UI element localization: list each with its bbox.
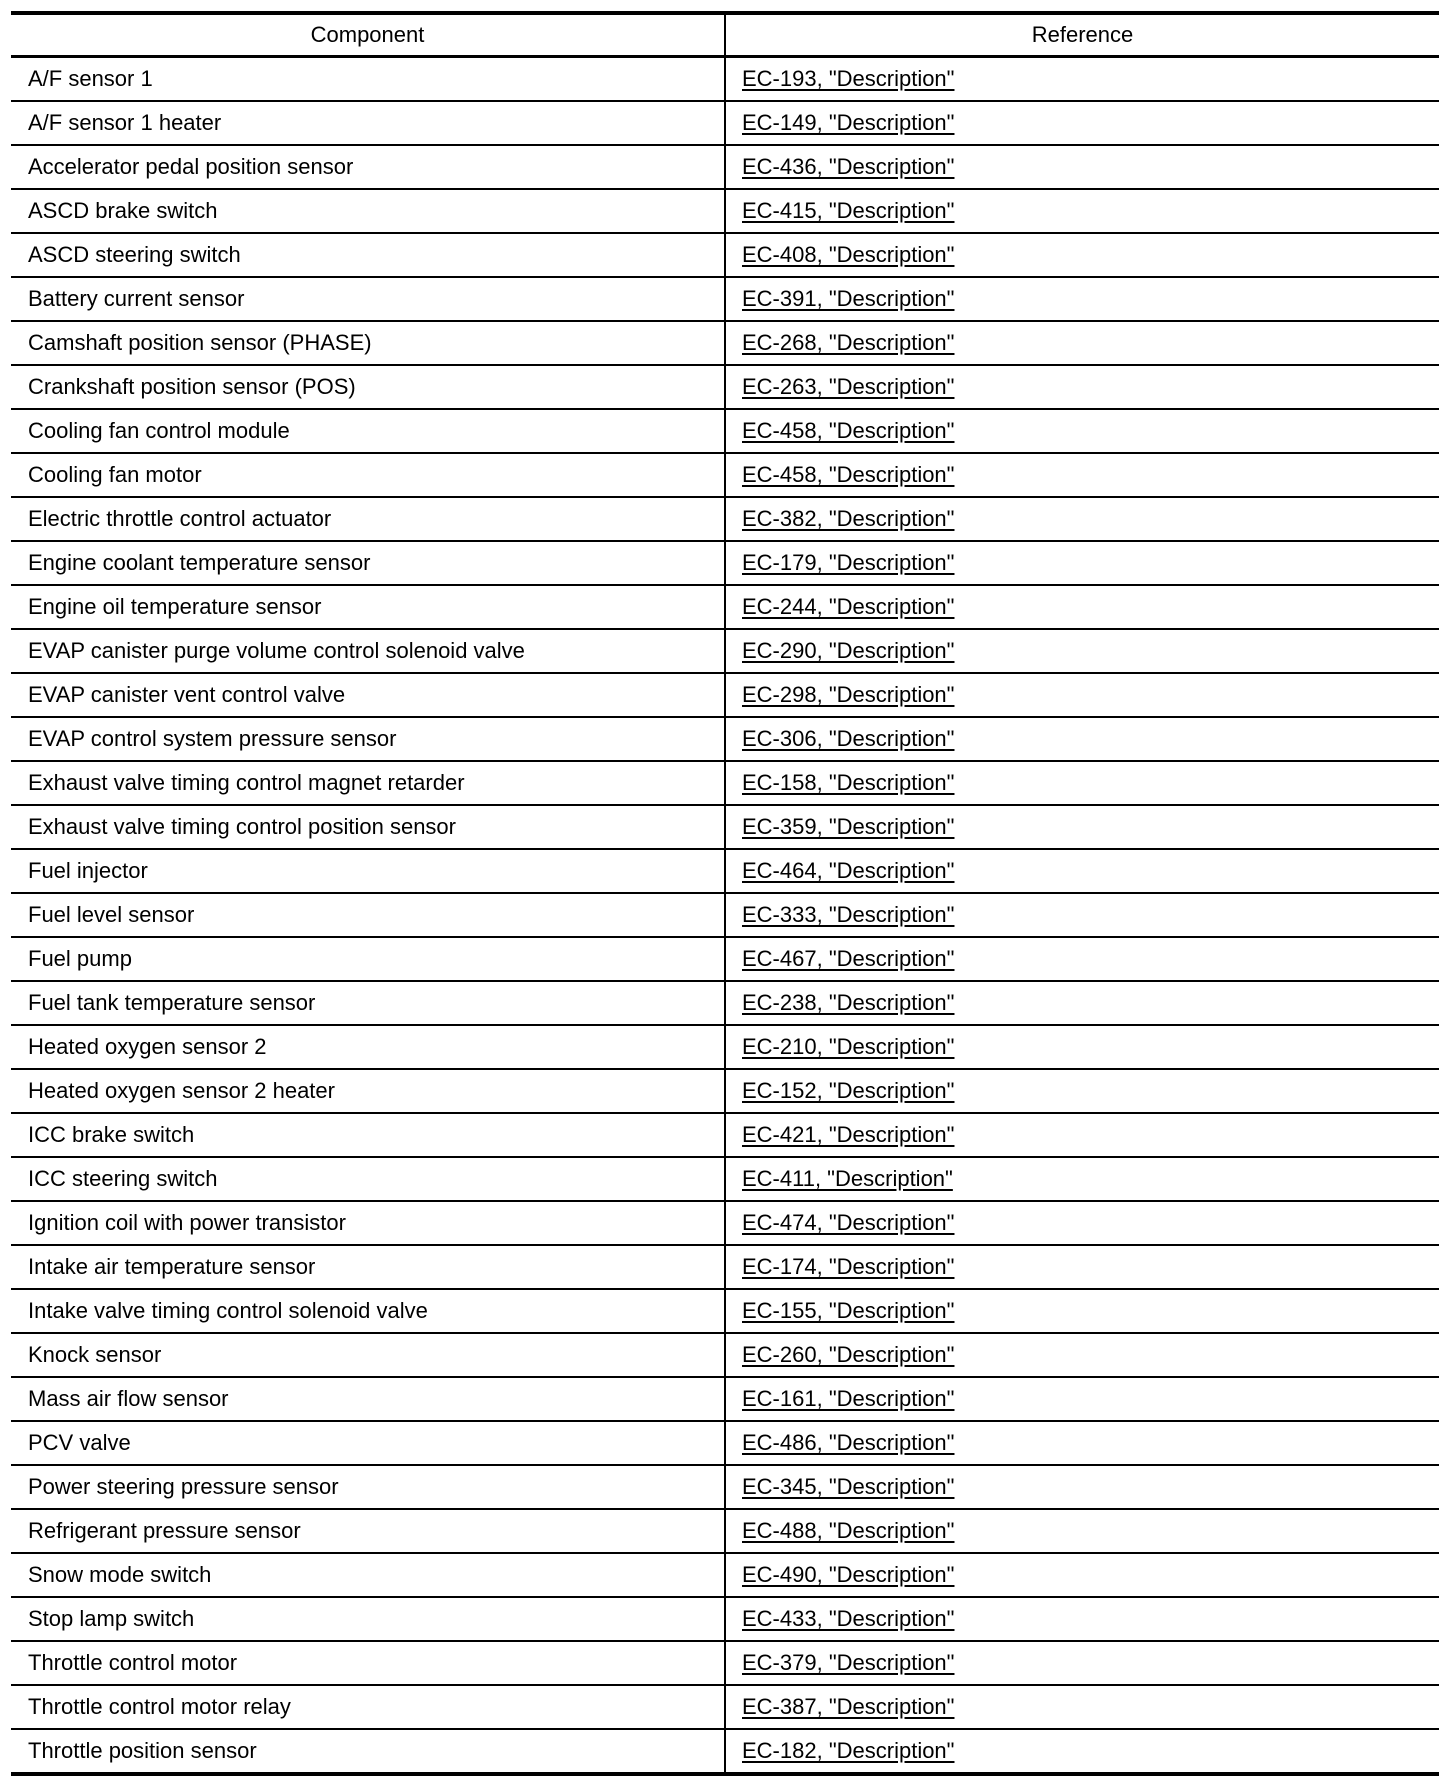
component-cell: Mass air flow sensor bbox=[11, 1377, 725, 1421]
reference-cell bbox=[725, 57, 1439, 102]
table-row bbox=[11, 1597, 1439, 1641]
reference-link[interactable]: EC-490, "Description" bbox=[742, 1562, 955, 1587]
reference-link[interactable]: EC-155, "Description" bbox=[742, 1298, 955, 1323]
reference-link[interactable]: EC-298, "Description" bbox=[742, 682, 955, 707]
component-cell: Snow mode switch bbox=[11, 1553, 725, 1597]
component-cell: Power steering pressure sensor bbox=[11, 1465, 725, 1509]
component-cell: Refrigerant pressure sensor bbox=[11, 1509, 725, 1553]
reference-link[interactable]: EC-333, "Description" bbox=[742, 902, 955, 927]
reference-link[interactable]: EC-161, "Description" bbox=[742, 1386, 955, 1411]
component-cell: ICC steering switch bbox=[11, 1157, 725, 1201]
reference-cell bbox=[725, 849, 1439, 893]
reference-link[interactable]: EC-436, "Description" bbox=[742, 154, 955, 179]
reference-cell bbox=[725, 497, 1439, 541]
reference-link[interactable]: EC-152, "Description" bbox=[742, 1078, 955, 1103]
component-cell: Cooling fan control module bbox=[11, 409, 725, 453]
reference-link[interactable]: EC-290, "Description" bbox=[742, 638, 955, 663]
component-cell: EVAP canister purge volume control solenoid valve bbox=[11, 629, 725, 673]
component-cell: Battery current sensor bbox=[11, 277, 725, 321]
component-cell: Fuel level sensor bbox=[11, 893, 725, 937]
reference-cell bbox=[725, 1597, 1439, 1641]
reference-link[interactable]: EC-433, "Description" bbox=[742, 1606, 955, 1631]
reference-cell bbox=[725, 585, 1439, 629]
reference-cell bbox=[725, 1729, 1439, 1774]
table-row bbox=[11, 321, 1439, 365]
reference-link[interactable]: EC-488, "Description" bbox=[742, 1518, 955, 1543]
reference-link[interactable]: EC-359, "Description" bbox=[742, 814, 955, 839]
reference-cell bbox=[725, 1509, 1439, 1553]
reference-cell bbox=[725, 1641, 1439, 1685]
component-cell: Fuel injector bbox=[11, 849, 725, 893]
table-row bbox=[11, 1025, 1439, 1069]
reference-cell bbox=[725, 1289, 1439, 1333]
reference-cell bbox=[725, 673, 1439, 717]
reference-cell bbox=[725, 1069, 1439, 1113]
table-row bbox=[11, 145, 1439, 189]
reference-link[interactable]: EC-158, "Description" bbox=[742, 770, 955, 795]
reference-cell bbox=[725, 189, 1439, 233]
component-cell: Throttle position sensor bbox=[11, 1729, 725, 1774]
component-cell: Exhaust valve timing control magnet retarder bbox=[11, 761, 725, 805]
column-header-component: Component bbox=[11, 13, 725, 57]
reference-link[interactable]: EC-306, "Description" bbox=[742, 726, 955, 751]
reference-cell bbox=[725, 1421, 1439, 1465]
table-row bbox=[11, 233, 1439, 277]
component-cell: Knock sensor bbox=[11, 1333, 725, 1377]
component-cell: Heated oxygen sensor 2 bbox=[11, 1025, 725, 1069]
component-cell: Engine coolant temperature sensor bbox=[11, 541, 725, 585]
component-cell: A/F sensor 1 bbox=[11, 57, 725, 102]
component-cell: EVAP canister vent control valve bbox=[11, 673, 725, 717]
table-row bbox=[11, 409, 1439, 453]
table-header-row bbox=[11, 13, 1439, 57]
reference-link[interactable]: EC-458, "Description" bbox=[742, 418, 955, 443]
table-row bbox=[11, 1685, 1439, 1729]
reference-link[interactable]: EC-379, "Description" bbox=[742, 1650, 955, 1675]
reference-cell bbox=[725, 145, 1439, 189]
component-cell: ASCD brake switch bbox=[11, 189, 725, 233]
reference-link[interactable]: EC-268, "Description" bbox=[742, 330, 955, 355]
table-row bbox=[11, 1245, 1439, 1289]
table-row bbox=[11, 937, 1439, 981]
table-row bbox=[11, 57, 1439, 102]
component-cell: Fuel tank temperature sensor bbox=[11, 981, 725, 1025]
table-row bbox=[11, 189, 1439, 233]
reference-cell bbox=[725, 409, 1439, 453]
table-row bbox=[11, 1201, 1439, 1245]
table-row bbox=[11, 893, 1439, 937]
reference-cell bbox=[725, 321, 1439, 365]
reference-link[interactable]: EC-421, "Description" bbox=[742, 1122, 955, 1147]
reference-cell bbox=[725, 717, 1439, 761]
reference-link[interactable]: EC-182, "Description" bbox=[742, 1738, 955, 1763]
reference-cell bbox=[725, 1245, 1439, 1289]
reference-cell bbox=[725, 937, 1439, 981]
reference-link[interactable]: EC-411, "Description" bbox=[742, 1166, 953, 1191]
reference-link[interactable]: EC-244, "Description" bbox=[742, 594, 955, 619]
reference-cell bbox=[725, 233, 1439, 277]
component-cell: EVAP control system pressure sensor bbox=[11, 717, 725, 761]
reference-link[interactable]: EC-464, "Description" bbox=[742, 858, 955, 883]
reference-cell bbox=[725, 1113, 1439, 1157]
reference-cell bbox=[725, 629, 1439, 673]
table-row bbox=[11, 497, 1439, 541]
table-row bbox=[11, 277, 1439, 321]
component-cell: Camshaft position sensor (PHASE) bbox=[11, 321, 725, 365]
component-cell: Throttle control motor bbox=[11, 1641, 725, 1685]
reference-cell bbox=[725, 1685, 1439, 1729]
table-row bbox=[11, 1553, 1439, 1597]
reference-link[interactable]: EC-260, "Description" bbox=[742, 1342, 955, 1367]
reference-cell bbox=[725, 1157, 1439, 1201]
reference-link[interactable]: EC-210, "Description" bbox=[742, 1034, 955, 1059]
reference-link[interactable]: EC-415, "Description" bbox=[742, 198, 955, 223]
component-cell: Stop lamp switch bbox=[11, 1597, 725, 1641]
component-cell: Heated oxygen sensor 2 heater bbox=[11, 1069, 725, 1113]
table-row bbox=[11, 717, 1439, 761]
component-cell: Electric throttle control actuator bbox=[11, 497, 725, 541]
component-cell: Fuel pump bbox=[11, 937, 725, 981]
reference-cell bbox=[725, 1377, 1439, 1421]
reference-cell bbox=[725, 277, 1439, 321]
reference-link[interactable]: EC-474, "Description" bbox=[742, 1210, 955, 1235]
table-row bbox=[11, 1421, 1439, 1465]
component-cell: PCV valve bbox=[11, 1421, 725, 1465]
reference-link[interactable]: EC-174, "Description" bbox=[742, 1254, 955, 1279]
reference-cell bbox=[725, 1333, 1439, 1377]
component-cell: ICC brake switch bbox=[11, 1113, 725, 1157]
reference-link[interactable]: EC-263, "Description" bbox=[742, 374, 955, 399]
reference-link[interactable]: EC-149, "Description" bbox=[742, 110, 955, 135]
reference-cell bbox=[725, 893, 1439, 937]
reference-cell bbox=[725, 101, 1439, 145]
table-row bbox=[11, 541, 1439, 585]
table-row bbox=[11, 101, 1439, 145]
component-cell: Crankshaft position sensor (POS) bbox=[11, 365, 725, 409]
table-row bbox=[11, 1289, 1439, 1333]
component-cell: Accelerator pedal position sensor bbox=[11, 145, 725, 189]
reference-link[interactable]: EC-345, "Description" bbox=[742, 1474, 955, 1499]
table-row bbox=[11, 1377, 1439, 1421]
table-row bbox=[11, 1069, 1439, 1113]
reference-cell bbox=[725, 1553, 1439, 1597]
table-row bbox=[11, 1333, 1439, 1377]
reference-link[interactable]: EC-408, "Description" bbox=[742, 242, 955, 267]
reference-cell bbox=[725, 1025, 1439, 1069]
reference-cell bbox=[725, 805, 1439, 849]
table-row bbox=[11, 1509, 1439, 1553]
table-row bbox=[11, 805, 1439, 849]
component-cell: Throttle control motor relay bbox=[11, 1685, 725, 1729]
reference-cell bbox=[725, 365, 1439, 409]
table-row bbox=[11, 1641, 1439, 1685]
reference-link[interactable]: EC-238, "Description" bbox=[742, 990, 955, 1015]
reference-cell bbox=[725, 761, 1439, 805]
component-cell: Cooling fan motor bbox=[11, 453, 725, 497]
column-header-reference: Reference bbox=[725, 13, 1439, 57]
table-row bbox=[11, 1113, 1439, 1157]
component-cell: Intake air temperature sensor bbox=[11, 1245, 725, 1289]
table-row bbox=[11, 761, 1439, 805]
reference-cell bbox=[725, 541, 1439, 585]
reference-cell bbox=[725, 1201, 1439, 1245]
table-row bbox=[11, 585, 1439, 629]
table-row bbox=[11, 1465, 1439, 1509]
table-row bbox=[11, 453, 1439, 497]
reference-link[interactable]: EC-458, "Description" bbox=[742, 462, 955, 487]
component-cell: Engine oil temperature sensor bbox=[11, 585, 725, 629]
reference-cell bbox=[725, 981, 1439, 1025]
component-cell: Exhaust valve timing control position sensor bbox=[11, 805, 725, 849]
component-reference-table bbox=[11, 11, 1439, 1776]
table-row bbox=[11, 1157, 1439, 1201]
table-row bbox=[11, 673, 1439, 717]
component-cell: ASCD steering switch bbox=[11, 233, 725, 277]
reference-cell bbox=[725, 453, 1439, 497]
table-row bbox=[11, 1729, 1439, 1774]
reference-link[interactable]: EC-193, "Description" bbox=[742, 66, 955, 91]
reference-link[interactable]: EC-387, "Description" bbox=[742, 1694, 955, 1719]
table-row bbox=[11, 629, 1439, 673]
component-cell: A/F sensor 1 heater bbox=[11, 101, 725, 145]
table-row bbox=[11, 981, 1439, 1025]
component-cell: Intake valve timing control solenoid valve bbox=[11, 1289, 725, 1333]
reference-link[interactable]: EC-486, "Description" bbox=[742, 1430, 955, 1455]
table-body bbox=[11, 57, 1439, 1775]
reference-link[interactable]: EC-391, "Description" bbox=[742, 286, 955, 311]
reference-link[interactable]: EC-179, "Description" bbox=[742, 550, 955, 575]
table-row bbox=[11, 365, 1439, 409]
table-row bbox=[11, 849, 1439, 893]
component-cell: Ignition coil with power transistor bbox=[11, 1201, 725, 1245]
reference-link[interactable]: EC-467, "Description" bbox=[742, 946, 955, 971]
reference-link[interactable]: EC-382, "Description" bbox=[742, 506, 955, 531]
reference-cell bbox=[725, 1465, 1439, 1509]
